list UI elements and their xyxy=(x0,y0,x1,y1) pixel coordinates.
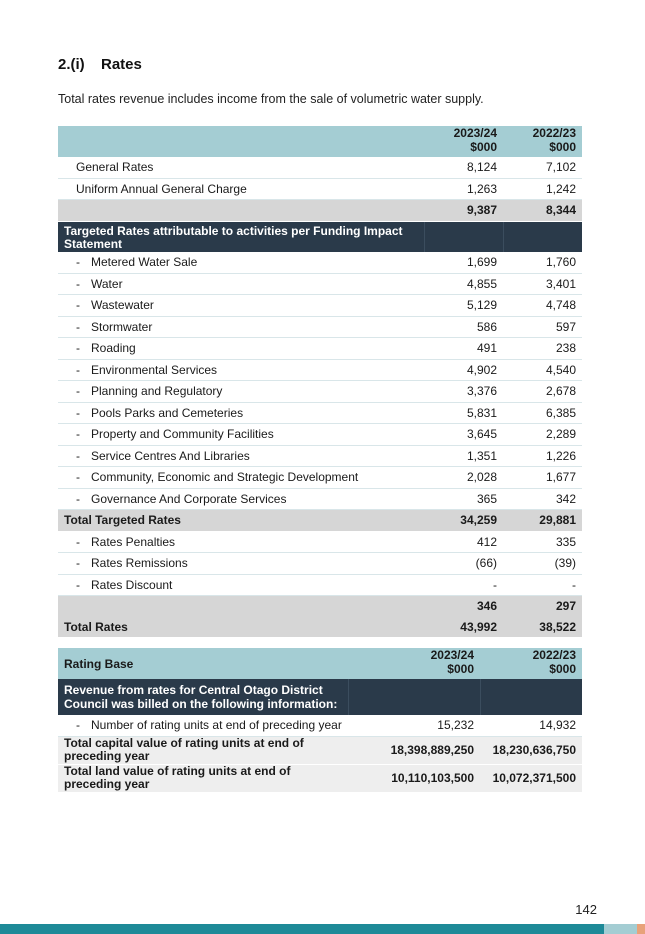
rates-table xyxy=(58,126,582,638)
cell-2023: 2,028 xyxy=(424,467,503,489)
section-heading xyxy=(58,56,142,73)
cell-2023: 9,387 xyxy=(424,200,503,222)
row-label: Total capital value of rating units at end of preceding year xyxy=(58,736,348,764)
row-label: - Property and Community Facilities xyxy=(58,424,424,446)
subtotal-row xyxy=(58,200,582,222)
rates-header-row xyxy=(58,126,582,157)
cell-2023: 346 xyxy=(424,596,503,617)
adjustment-row xyxy=(58,531,582,553)
cell-2022: 238 xyxy=(503,338,582,360)
cell-2023: 3,376 xyxy=(424,381,503,403)
cell-2022: 6,385 xyxy=(503,402,582,424)
row-label: Uniform Annual General Charge xyxy=(58,178,424,200)
cell-2022: 10,072,371,500 xyxy=(480,764,582,792)
targeted-rates-rows xyxy=(58,252,582,510)
row-label: - Rates Penalties xyxy=(58,531,424,553)
cell-2022: 597 xyxy=(503,316,582,338)
cell-2023: 586 xyxy=(424,316,503,338)
cell-2022: 3,401 xyxy=(503,273,582,295)
table-row xyxy=(58,178,582,200)
targeted-rate-row xyxy=(58,359,582,381)
footer-bar-accent xyxy=(637,924,645,934)
rating-base-title: Rating Base xyxy=(58,648,348,679)
row-label: - Water xyxy=(58,273,424,295)
col-header-2022: 2022/23 $000 xyxy=(503,126,582,157)
row-label: Total land value of rating units at end of preceding year xyxy=(58,764,348,792)
cell-2023: 1,263 xyxy=(424,178,503,200)
cell-2022: 335 xyxy=(503,531,582,553)
cell-2022: 7,102 xyxy=(503,157,582,178)
cell-2023: 10,110,103,500 xyxy=(348,764,480,792)
table-row xyxy=(58,157,582,178)
cell-2023: (66) xyxy=(424,553,503,575)
cell-2022: 38,522 xyxy=(503,617,582,638)
cell-2023: 43,992 xyxy=(424,617,503,638)
col-header-2023: 2023/24 $000 xyxy=(348,648,480,679)
row-label: - Rates Remissions xyxy=(58,553,424,575)
targeted-rate-row xyxy=(58,467,582,489)
cell-2022: 1,226 xyxy=(503,445,582,467)
footer-bar-light xyxy=(604,924,637,934)
row-label: - Number of rating units at end of preceding year xyxy=(58,715,348,736)
targeted-rates-header xyxy=(58,221,582,252)
table-row xyxy=(58,764,582,792)
row-label: - Roading xyxy=(58,338,424,360)
cell-2023: 1,699 xyxy=(424,252,503,273)
cell-2023: 34,259 xyxy=(424,510,503,532)
cell-2023: 412 xyxy=(424,531,503,553)
cell-2023: 4,902 xyxy=(424,359,503,381)
row-label: Total Rates xyxy=(58,617,424,638)
targeted-rate-row xyxy=(58,273,582,295)
cell-2022: 2,289 xyxy=(503,424,582,446)
cell-2023: 1,351 xyxy=(424,445,503,467)
adjustment-row xyxy=(58,574,582,596)
cell-2022: 29,881 xyxy=(503,510,582,532)
cell-2022: 2,678 xyxy=(503,381,582,403)
adjustment-row xyxy=(58,553,582,575)
targeted-rate-row xyxy=(58,445,582,467)
subtotal-row xyxy=(58,596,582,617)
section-number: 2.(i) xyxy=(58,56,85,73)
cell-2022: - xyxy=(503,574,582,596)
cell-2022: 297 xyxy=(503,596,582,617)
section-title: Rates xyxy=(101,56,142,73)
cell-2023: 8,124 xyxy=(424,157,503,178)
col-header-2023: 2023/24 $000 xyxy=(424,126,503,157)
row-label: - Pools Parks and Cemeteries xyxy=(58,402,424,424)
row-label: - Community, Economic and Strategic Development xyxy=(58,467,424,489)
cell-2023: 15,232 xyxy=(348,715,480,736)
cell-2022: 4,540 xyxy=(503,359,582,381)
cell-2023: 18,398,889,250 xyxy=(348,736,480,764)
cell-2023: 3,645 xyxy=(424,424,503,446)
cell-2022: 14,932 xyxy=(480,715,582,736)
row-label: - Stormwater xyxy=(58,316,424,338)
cell-2023: 5,129 xyxy=(424,295,503,317)
row-label: - Governance And Corporate Services xyxy=(58,488,424,510)
cell-2023: 365 xyxy=(424,488,503,510)
section-subheader: Targeted Rates attributable to activities per Funding Impact Statement xyxy=(58,221,424,252)
targeted-rate-row xyxy=(58,338,582,360)
footer-bar-main xyxy=(0,924,604,934)
row-label: Total Targeted Rates xyxy=(58,510,424,532)
cell-2023: 4,855 xyxy=(424,273,503,295)
cell-2022: 342 xyxy=(503,488,582,510)
cell-2022: 18,230,636,750 xyxy=(480,736,582,764)
rating-base-header-row xyxy=(58,648,582,679)
cell-2023: 491 xyxy=(424,338,503,360)
cell-2023: - xyxy=(424,574,503,596)
row-label: - Environmental Services xyxy=(58,359,424,381)
table-row xyxy=(58,715,582,736)
col-header-2022: 2022/23 $000 xyxy=(480,648,582,679)
targeted-rate-row xyxy=(58,381,582,403)
table-row xyxy=(58,736,582,764)
total-rates-row xyxy=(58,617,582,638)
row-label: - Planning and Regulatory xyxy=(58,381,424,403)
targeted-rate-row xyxy=(58,316,582,338)
rating-base-table xyxy=(58,648,582,793)
section-subheader: Revenue from rates for Central Otago District Council was billed on the following information: xyxy=(58,679,348,715)
cell-2022: (39) xyxy=(503,553,582,575)
targeted-rate-row xyxy=(58,295,582,317)
header-blank xyxy=(58,126,424,157)
page-number: 142 xyxy=(575,902,597,917)
cell-2022: 1,242 xyxy=(503,178,582,200)
row-label: - Rates Discount xyxy=(58,574,424,596)
cell-2022: 1,760 xyxy=(503,252,582,273)
cell-2022: 4,748 xyxy=(503,295,582,317)
targeted-rate-row xyxy=(58,402,582,424)
row-label: - Wastewater xyxy=(58,295,424,317)
targeted-rate-row xyxy=(58,424,582,446)
targeted-rate-row xyxy=(58,488,582,510)
adjustment-rows xyxy=(58,531,582,596)
row-label: General Rates xyxy=(58,157,424,178)
cell-2022: 8,344 xyxy=(503,200,582,222)
cell-2023: 5,831 xyxy=(424,402,503,424)
intro-text: Total rates revenue includes income from the sale of volumetric water supply. xyxy=(58,92,484,106)
targeted-rate-row xyxy=(58,252,582,273)
cell-2022: 1,677 xyxy=(503,467,582,489)
row-label: - Metered Water Sale xyxy=(58,252,424,273)
total-targeted-row xyxy=(58,510,582,532)
row-label xyxy=(58,200,424,222)
row-label: - Service Centres And Libraries xyxy=(58,445,424,467)
rating-base-subheader xyxy=(58,679,582,715)
